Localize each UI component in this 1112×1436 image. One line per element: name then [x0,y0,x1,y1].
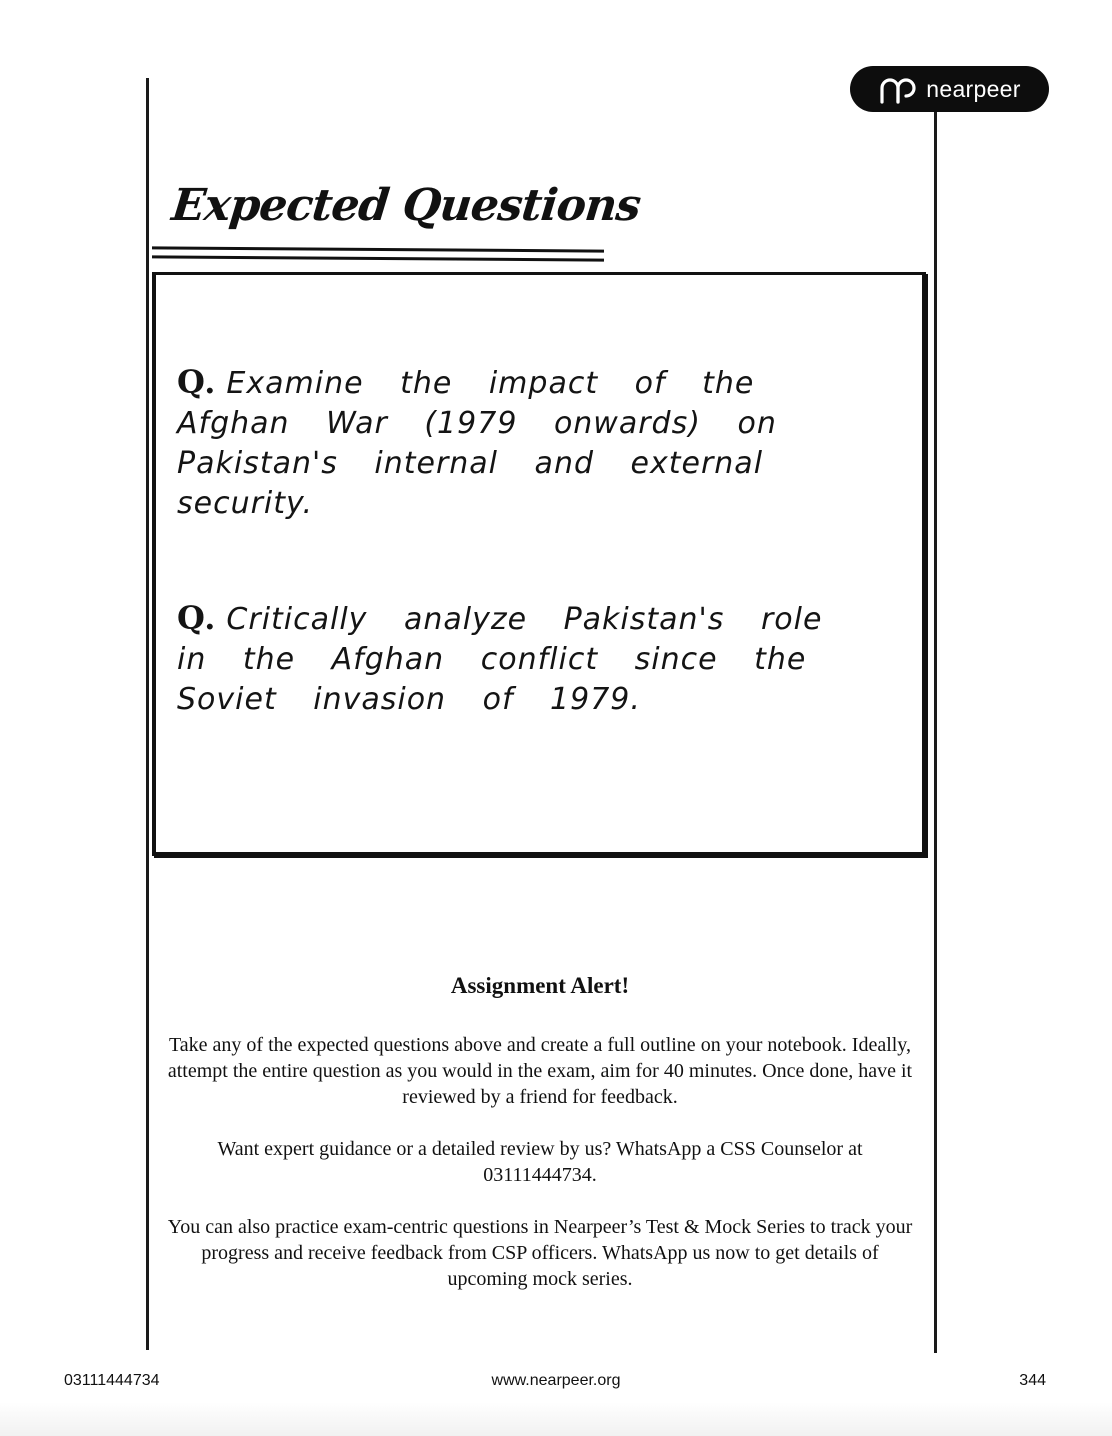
assignment-section [150,970,930,1318]
question-2 [177,598,877,720]
logo-text: nearpeer [926,75,1021,102]
title-underline [152,255,604,261]
footer-website: www.nearpeer.org [491,1372,621,1389]
assignment-paragraph: Take any of the expected questions above and create a full outline on your notebook. Ideally, attempt the entire question as you would in the exam, aim for 40 minutes. Once done, have it reviewed by a friend for feedback. [167,1034,913,1108]
section-title: Expected Questions [169,180,643,231]
assignment-title: Assignment Alert! [450,973,630,998]
page-frame-right-line [934,108,937,1353]
questions-box [152,272,926,856]
bottom-shade [0,1402,1112,1436]
question-1 [177,362,867,524]
question-text: Examine the impact of the Afghan War (1979 onwards) on Pakistan's internal and external security. [177,366,777,521]
assignment-paragraph: You can also practice exam-centric questions in Nearpeer’s Test & Mock Series to track your progress and receive feedback from CSP officers. WhatsApp us now to get details of upcoming mock series. [167,1216,913,1290]
page-frame-left-line [146,78,149,1350]
question-text: Critically analyze Pakistan's role in the Afghan conflict since the Soviet invasion of 1979. [177,602,823,717]
page-number: 344 [1019,1372,1046,1389]
question-marker: Q. [177,599,217,637]
question-marker: Q. [177,363,217,401]
assignment-paragraph: Want expert guidance or a detailed review by us? WhatsApp a CSS Counselor at 03111444734. [217,1138,863,1186]
footer-phone: 03111444734 [64,1372,160,1389]
nearpeer-logo-icon [878,74,918,104]
title-underline [152,246,604,252]
nearpeer-logo [850,66,1049,112]
